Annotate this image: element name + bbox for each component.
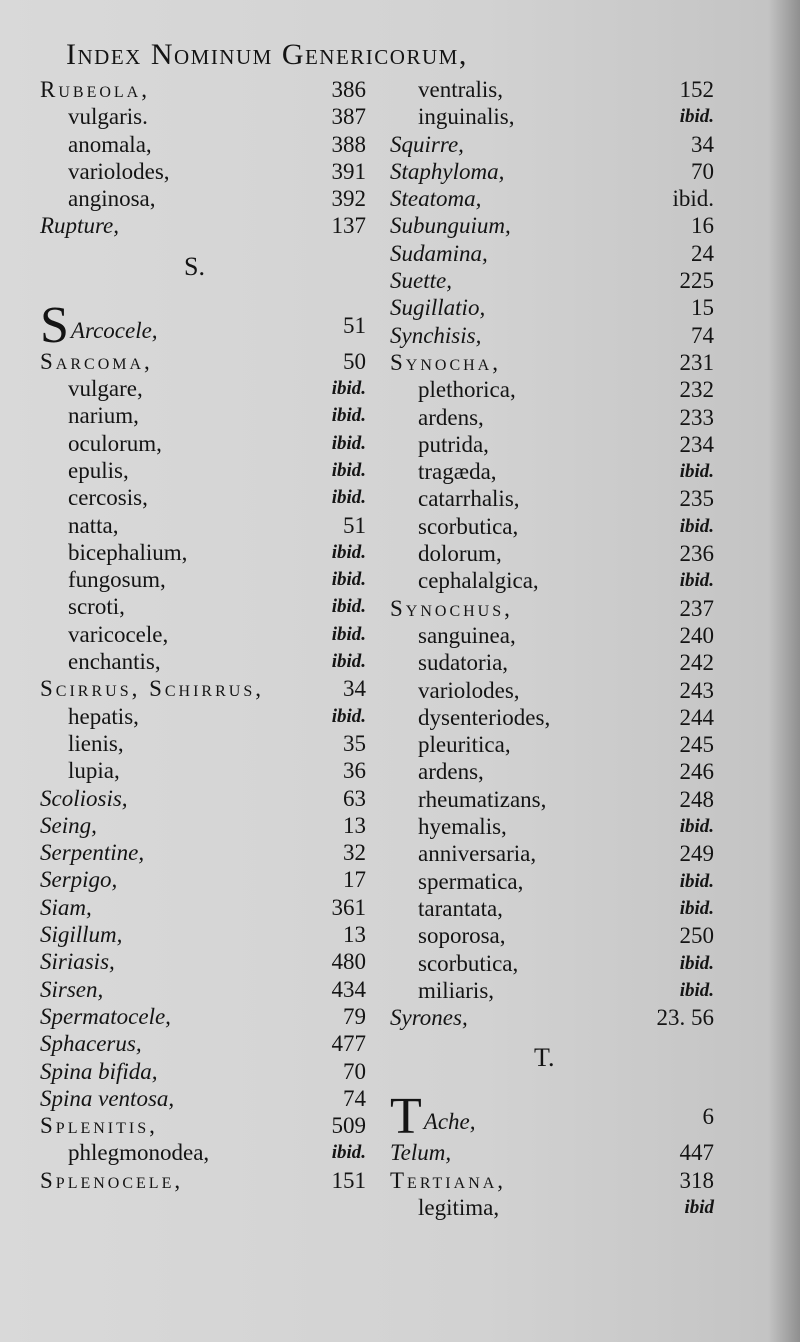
entry-term: ardens, [418, 404, 484, 430]
index-entry [40, 1003, 366, 1030]
entry-term: Sigillum, [40, 922, 123, 948]
entry-term: fungosum, [68, 567, 166, 593]
index-entry [40, 785, 366, 812]
index-entry [390, 76, 714, 103]
index-entry [40, 212, 366, 239]
entry-term: Telum, [390, 1140, 452, 1166]
index-entry [390, 404, 714, 431]
index-entry [40, 131, 366, 158]
page-reference: 70 [343, 1058, 366, 1084]
page-reference: 248 [679, 786, 714, 812]
index-entry [40, 812, 366, 839]
entry-term: sudatoria, [418, 650, 509, 676]
entry-term: putrida, [418, 431, 489, 457]
page-reference: 70 [691, 158, 714, 184]
page-reference: 509 [331, 1113, 366, 1139]
entry-term: spermatica, [418, 868, 524, 894]
entry-term: soporosa, [418, 923, 506, 949]
index-entry [390, 1085, 714, 1146]
page-reference: 232 [679, 377, 714, 403]
entry-term: lienis, [68, 730, 124, 756]
index-entry [390, 131, 714, 158]
index-entry [390, 349, 714, 376]
entry-term: vulgare, [68, 376, 143, 402]
page-reference: 24 [691, 240, 714, 266]
index-entry [40, 185, 366, 212]
entry-term: Rupture, [40, 213, 119, 239]
entry-term-rest: Arcocele, [70, 317, 158, 343]
page-reference: ibid. [331, 651, 366, 673]
index-entry [390, 294, 714, 321]
index-entry [40, 1139, 366, 1166]
index-entry [390, 1139, 714, 1166]
page-reference: 240 [679, 622, 714, 648]
index-entry [390, 1194, 714, 1221]
page-reference: 51 [343, 512, 366, 538]
page-reference: 32 [343, 840, 366, 866]
index-entry [390, 786, 714, 813]
entry-term: Serpentine, [40, 840, 145, 866]
index-entry [390, 158, 714, 185]
index-entry [40, 512, 366, 539]
entry-term: anomala, [68, 131, 152, 157]
index-entry [40, 839, 366, 866]
entry-term: epulis, [68, 457, 129, 483]
page-reference: 17 [343, 867, 366, 893]
index-entry [390, 1167, 714, 1194]
entry-term: Siriasis, [40, 949, 115, 975]
page-reference: 388 [331, 131, 366, 157]
entry-term: Spermatocele, [40, 1003, 171, 1029]
page-reference: 387 [331, 104, 366, 130]
index-entry [390, 758, 714, 785]
page-reference: ibid. [679, 106, 714, 128]
index-entry [40, 539, 366, 566]
index-entry [40, 1167, 366, 1194]
entry-term: Spina ventosa, [40, 1085, 175, 1111]
entry-term: variolodes, [418, 677, 520, 703]
index-entry [390, 595, 714, 622]
page-reference: ibid. [331, 1142, 366, 1164]
index-entry [390, 922, 714, 949]
page-reference: 235 [679, 486, 714, 512]
index-entry [40, 1112, 366, 1139]
page-reference: 79 [343, 1003, 366, 1029]
entry-term: miliaris, [418, 977, 495, 1003]
entry-term: Splenitis, [40, 1113, 158, 1139]
entry-term: natta, [68, 512, 119, 538]
page-reference: ibid. [679, 870, 714, 892]
page-reference: 237 [679, 595, 714, 621]
page-reference: ibid. [679, 461, 714, 483]
page-reference: 480 [331, 949, 366, 975]
page-reference: 63 [343, 785, 366, 811]
drop-capital: S [40, 296, 69, 354]
entry-term: sanguinea, [418, 622, 516, 648]
page-reference: ibid. [679, 897, 714, 919]
page-reference: 245 [679, 732, 714, 758]
page-reference: ibid. [331, 569, 366, 591]
index-entry [390, 567, 714, 594]
entry-term: lupia, [68, 758, 120, 784]
page-reference: 250 [679, 923, 714, 949]
index-entry [390, 103, 714, 130]
index-entry [40, 1085, 366, 1112]
index-entry [390, 267, 714, 294]
index-entry [390, 813, 714, 840]
page-reference: 137 [331, 213, 366, 239]
entry-term: Rubeola, [40, 77, 150, 102]
entry-term: Tertiana, [390, 1167, 507, 1193]
index-entry [390, 322, 714, 349]
index-entry [40, 976, 366, 1003]
page-reference: 434 [331, 976, 366, 1002]
entry-term: cercosis, [68, 485, 148, 511]
index-entry [40, 921, 366, 948]
page-reference: 233 [679, 404, 714, 430]
index-entry [40, 1058, 366, 1085]
page-reference: 386 [331, 77, 366, 102]
page-reference: 231 [679, 349, 714, 375]
section-letter [40, 240, 366, 294]
page-reference: 15 [691, 295, 714, 321]
index-entry [390, 731, 714, 758]
entry-term: T. [534, 1043, 555, 1073]
page-reference: 36 [343, 758, 366, 784]
entry-term: vulgaris. [68, 104, 148, 130]
entry-term: scorbutica, [418, 513, 519, 539]
entry-term: hyemalis, [418, 814, 507, 840]
index-entry [390, 649, 714, 676]
index-entry [40, 566, 366, 593]
index-entry [40, 158, 366, 185]
page-reference: 242 [679, 650, 714, 676]
page-reference: 13 [343, 922, 366, 948]
page-reference: 392 [331, 186, 366, 212]
entry-term: Sirsen, [40, 976, 104, 1002]
entry-term: legitima, [418, 1194, 500, 1220]
index-entry [40, 703, 366, 730]
page-reference: ibid. [679, 515, 714, 537]
entry-term: enchantis, [68, 649, 161, 675]
index-entry [390, 513, 714, 540]
entry-term: tragæda, [418, 459, 497, 485]
page-reference: 447 [679, 1140, 714, 1166]
index-entry [390, 185, 714, 212]
index-entry [40, 675, 366, 702]
page-reference: ibid [684, 1196, 714, 1218]
page-reference: 74 [343, 1085, 366, 1111]
entry-term: bicephalium, [68, 539, 188, 565]
page-reference: 51 [343, 312, 366, 338]
index-entry [390, 485, 714, 512]
entry-term: Serpigo, [40, 867, 118, 893]
index-entry [40, 621, 366, 648]
entry-term: ardens, [418, 759, 484, 785]
page-reference: ibid. [331, 459, 366, 481]
index-entry [40, 894, 366, 921]
page-reference: ibid. [331, 623, 366, 645]
entry-term: hepatis, [68, 703, 139, 729]
page-reference: 477 [331, 1031, 366, 1057]
entry-term: Squirre, [390, 131, 464, 157]
page-reference: 50 [343, 348, 366, 374]
entry-term: plethorica, [418, 377, 516, 403]
page-reference: ibid. [331, 432, 366, 454]
page-reference: 23. 56 [656, 1005, 714, 1031]
entry-term: oculorum, [68, 430, 162, 456]
index-entry [40, 76, 366, 103]
index-entry [390, 212, 714, 239]
page-reference: 152 [679, 77, 714, 102]
index-entry [390, 540, 714, 567]
page-reference: ibid. [331, 705, 366, 727]
page-reference: 391 [331, 158, 366, 184]
index-entry [40, 402, 366, 429]
index-entry [390, 431, 714, 458]
page-reference: 34 [343, 676, 366, 702]
entry-term: Sugillatio, [390, 295, 486, 321]
page-reference: 34 [691, 131, 714, 157]
entry-term: variolodes, [68, 158, 170, 184]
page-reference: 151 [331, 1167, 366, 1193]
entry-term: catarrhalis, [418, 486, 520, 512]
page-reference: 74 [691, 322, 714, 348]
entry-term: Seing, [40, 812, 97, 838]
entry-term: Synocha, [390, 349, 501, 375]
entry-term: ventralis, [418, 77, 503, 102]
index-entry [40, 430, 366, 457]
index-entry [40, 948, 366, 975]
index-entry [40, 1030, 366, 1057]
entry-term: Spina bifida, [40, 1058, 158, 1084]
section-letter [390, 1031, 714, 1085]
entry-term: Synochus, [390, 595, 513, 621]
entry-term: Steatoma, [390, 186, 482, 212]
page-reference: 243 [679, 677, 714, 703]
entry-term: varicocele, [68, 621, 169, 647]
entry-term: Scirrus, Schirrus, [40, 676, 264, 702]
index-entry [390, 376, 714, 403]
entry-term: cephalalgica, [418, 568, 539, 594]
entry-term: scorbutica, [418, 950, 519, 976]
entry-term: Sudamina, [390, 240, 488, 266]
drop-capital: T [390, 1088, 422, 1146]
page-reference: 225 [679, 268, 714, 294]
entry-term: Splenocele, [40, 1167, 184, 1193]
entry-term: Scoliosis, [40, 785, 128, 811]
index-entry [40, 648, 366, 675]
page-reference: ibid. [679, 952, 714, 974]
page-reference: ibid. [679, 570, 714, 592]
right-column [390, 76, 714, 1221]
page-reference: 6 [702, 1104, 714, 1130]
entry-term: S. [184, 251, 205, 281]
index-entry [40, 757, 366, 784]
entry-term: pleuritica, [418, 732, 511, 758]
index-entry [390, 868, 714, 895]
entry-term: phlegmonodea, [68, 1140, 210, 1166]
page-reference: ibid. [331, 405, 366, 427]
index-entry [390, 622, 714, 649]
index-entry [40, 866, 366, 893]
index-entry [390, 677, 714, 704]
entry-term: Siam, [40, 894, 92, 920]
page-reference: ibid. [331, 596, 366, 618]
entry-term: Synchisis, [390, 322, 482, 348]
entry-term: Syrones, [390, 1005, 468, 1031]
index-entry [390, 458, 714, 485]
entry-term: Sarcoma, [40, 348, 153, 374]
index-entry [40, 457, 366, 484]
page-reference: 361 [331, 894, 366, 920]
page-reference: ibid. [679, 816, 714, 838]
index-entry [390, 1004, 714, 1031]
page-reference: ibid. [331, 541, 366, 563]
entry-term: Sphacerus, [40, 1031, 142, 1057]
page-reference: ibid. [331, 487, 366, 509]
page-reference: 246 [679, 759, 714, 785]
index-entry [390, 840, 714, 867]
entry-term: dysenteriodes, [418, 704, 551, 730]
entry-term: narium, [68, 403, 139, 429]
index-entry [40, 484, 366, 511]
entry-term: anginosa, [68, 186, 156, 212]
entry-term: inguinalis, [418, 104, 515, 130]
page-reference: 234 [679, 431, 714, 457]
page-reference: 249 [679, 841, 714, 867]
entry-term: anniversaria, [418, 841, 537, 867]
index-entry [390, 950, 714, 977]
index-entry [40, 375, 366, 402]
page-reference: 16 [691, 213, 714, 239]
page-reference: ibid. [672, 186, 714, 212]
index-entry [390, 704, 714, 731]
page-header: Index Nominum Genericorum, [66, 38, 468, 71]
entry-term: tarantata, [418, 895, 503, 921]
index-entry [40, 294, 366, 354]
entry-term: dolorum, [418, 541, 502, 567]
index-entry [390, 895, 714, 922]
entry-term: Staphyloma, [390, 158, 505, 184]
index-entry [40, 593, 366, 620]
index-entry [390, 240, 714, 267]
entry-term: Subunguium, [390, 213, 511, 239]
left-column [40, 76, 366, 1194]
page-reference: ibid. [679, 979, 714, 1001]
index-entry [40, 103, 366, 130]
index-entry [40, 348, 366, 375]
entry-term: scroti, [68, 594, 125, 620]
page-reference: ibid. [331, 378, 366, 400]
page-reference: 318 [679, 1167, 714, 1193]
entry-term: Suette, [390, 268, 452, 294]
page-reference: 244 [679, 704, 714, 730]
index-entry [390, 977, 714, 1004]
entry-term-rest: Ache, [423, 1109, 476, 1135]
page-reference: 13 [343, 812, 366, 838]
page-reference: 35 [343, 730, 366, 756]
page-reference: 236 [679, 541, 714, 567]
entry-term: rheumatizans, [418, 786, 547, 812]
index-entry [40, 730, 366, 757]
